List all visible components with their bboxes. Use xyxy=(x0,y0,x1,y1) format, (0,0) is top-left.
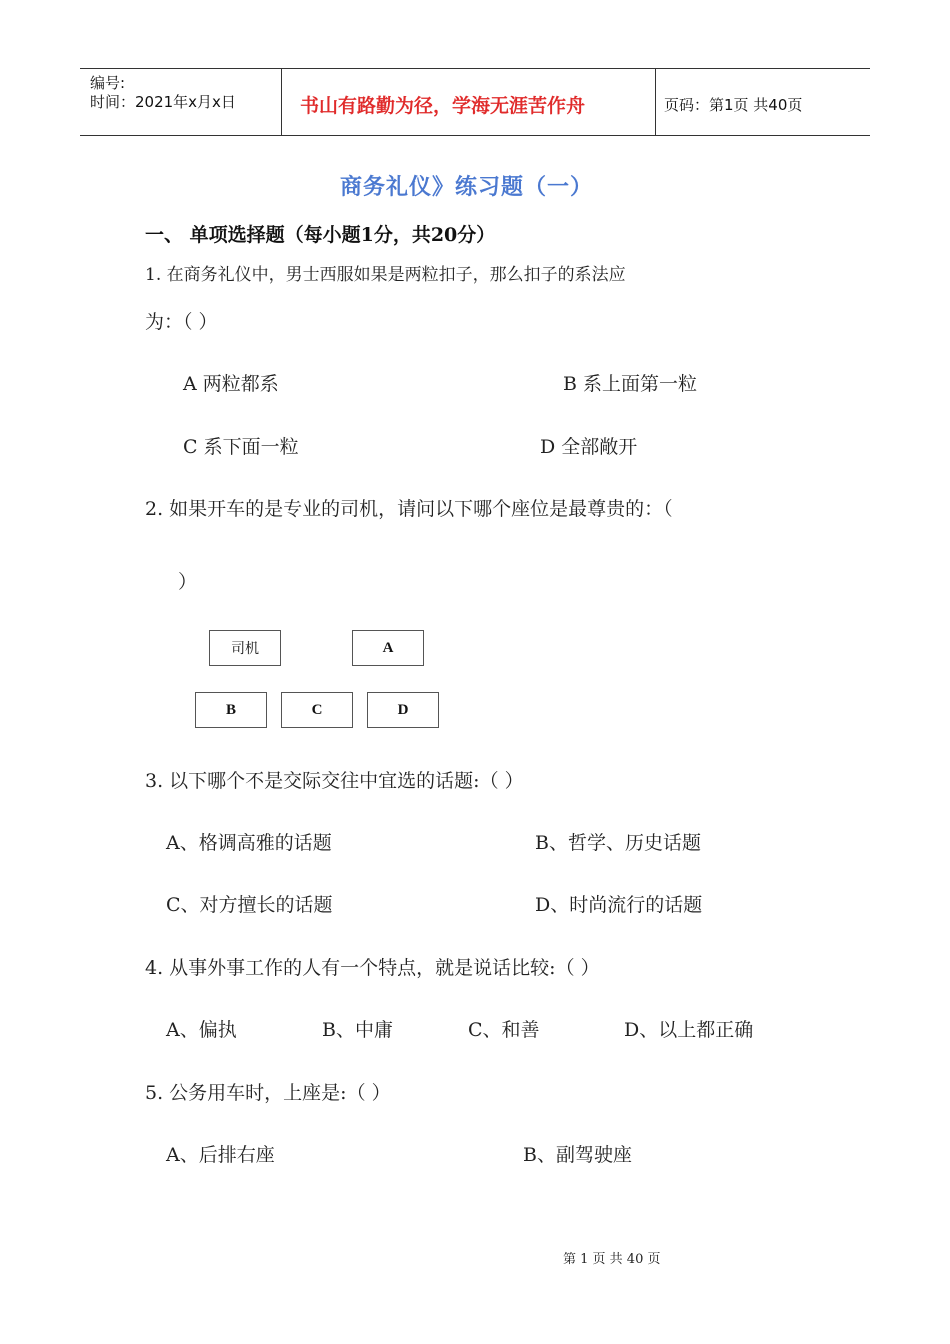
header-motto: 书山有路勤为径，学海无涯苦作舟 xyxy=(300,95,586,117)
question-3-option-b: B、哲学、历史话题 xyxy=(535,832,701,854)
header-time-label: 时间：2021年x月x日 xyxy=(90,93,236,111)
question-3-option-d: D、时尚流行的话题 xyxy=(535,894,703,916)
seat-driver: 司机 xyxy=(209,630,281,666)
question-3-option-c: C、对方擅长的话题 xyxy=(166,894,333,916)
seat-b: B xyxy=(195,692,267,728)
question-1-option-c: C 系下面一粒 xyxy=(183,436,299,458)
question-1-option-a: A 两粒都系 xyxy=(183,373,279,395)
question-4-text: 4. 从事外事工作的人有一个特点，就是说话比较:（ ） xyxy=(145,957,600,979)
question-2-blank: ） xyxy=(178,571,198,593)
header-top-border xyxy=(80,68,870,69)
question-3-option-a: A、格调高雅的话题 xyxy=(166,832,332,854)
question-4-option-b: B、中庸 xyxy=(322,1019,393,1041)
question-5-option-a: A、后排右座 xyxy=(166,1144,275,1166)
header-code-label: 编号: xyxy=(90,74,126,92)
question-4-option-d: D、以上都正确 xyxy=(624,1019,754,1041)
question-4-option-a: A、偏执 xyxy=(166,1019,237,1041)
seat-d: D xyxy=(367,692,439,728)
question-3-text: 3. 以下哪个不是交际交往中宜选的话题:（ ） xyxy=(145,770,524,792)
footer-page-number: 第 1 页 共 40 页 xyxy=(563,1252,661,1267)
document-title: 商务礼仪》练习题（一） xyxy=(340,174,594,200)
question-5-option-b: B、副驾驶座 xyxy=(523,1144,632,1166)
section-title: 一、 单项选择题（每小题1分，共20分） xyxy=(145,224,496,246)
header-page-info: 页码：第1页 共40页 xyxy=(664,96,803,114)
question-1-blank: 为：（ ） xyxy=(145,311,218,333)
question-1-option-d: D 全部敞开 xyxy=(540,436,638,458)
header-bottom-border xyxy=(80,135,870,136)
question-4-option-c: C、和善 xyxy=(468,1019,540,1041)
seat-c: C xyxy=(281,692,353,728)
question-2-text: 2. 如果开车的是专业的司机，请问以下哪个座位是最尊贵的：（ xyxy=(145,498,673,520)
question-1-text: 1. 在商务礼仪中，男士西服如果是两粒扣子，那么扣子的系法应 xyxy=(145,265,626,285)
seat-a: A xyxy=(352,630,424,666)
header-divider-2 xyxy=(655,68,656,135)
header-divider-1 xyxy=(281,68,282,135)
question-1-option-b: B 系上面第一粒 xyxy=(563,373,698,395)
question-5-text: 5. 公务用车时，上座是:（ ） xyxy=(145,1082,391,1104)
